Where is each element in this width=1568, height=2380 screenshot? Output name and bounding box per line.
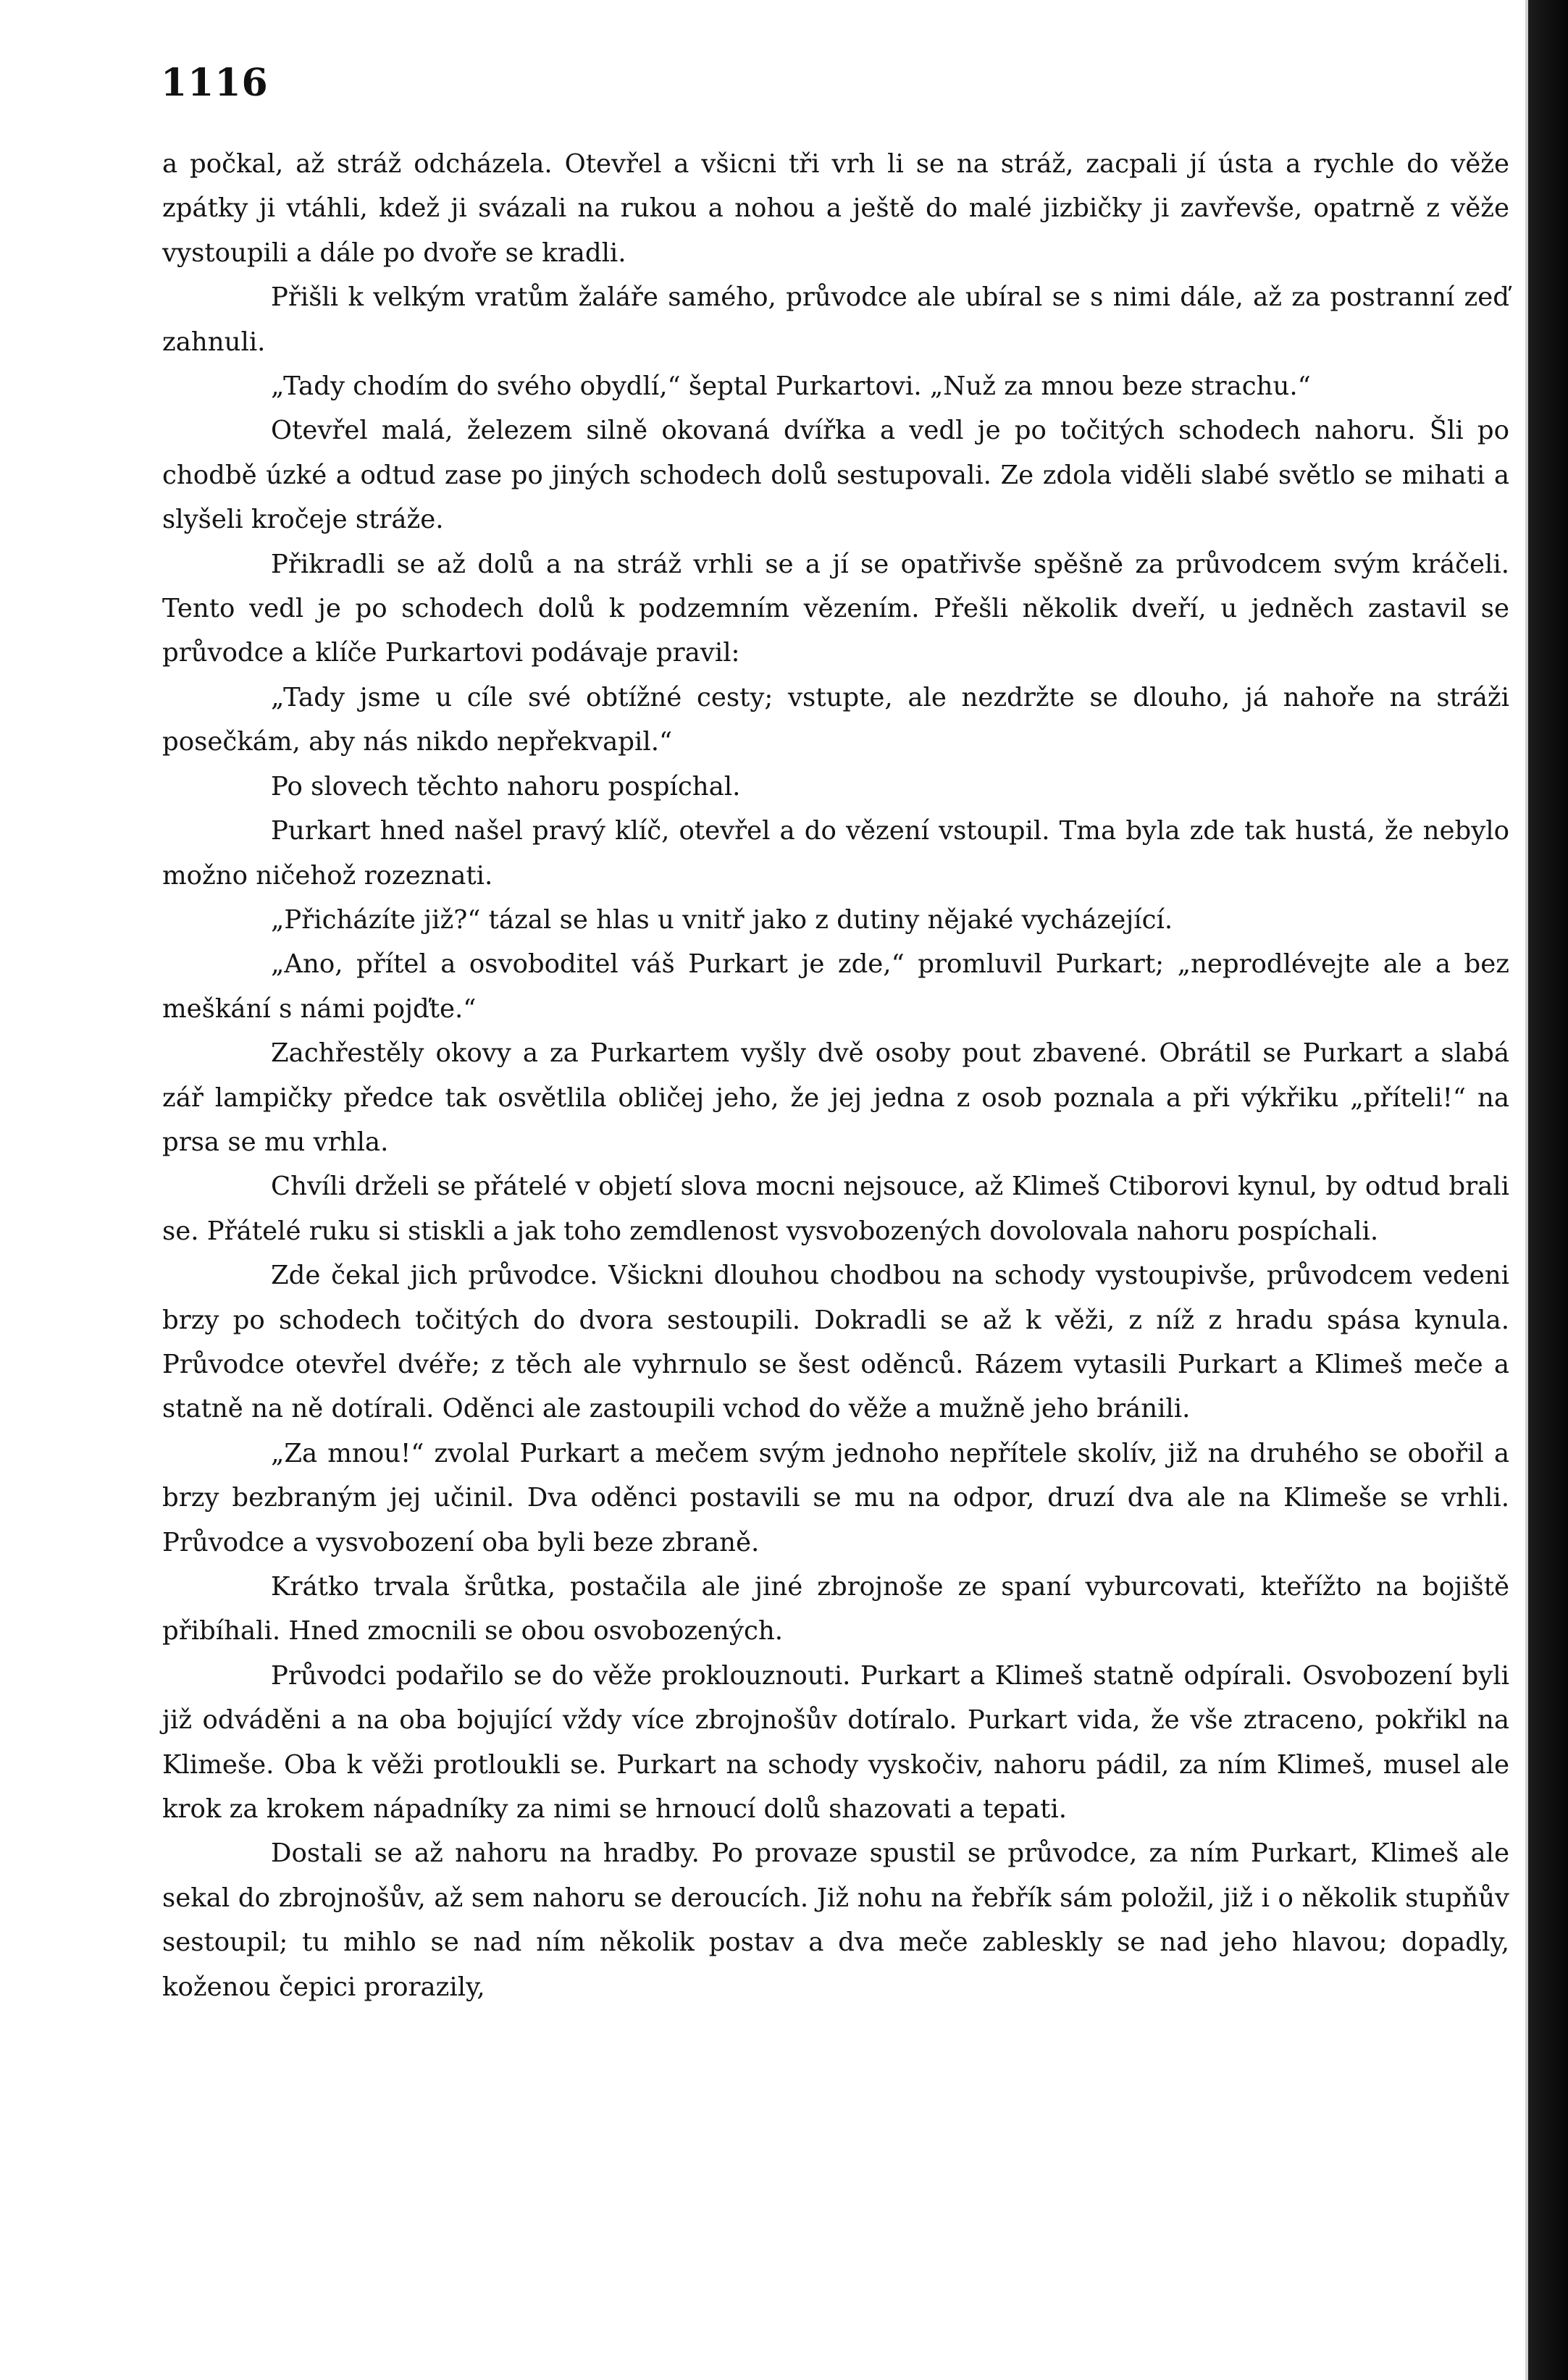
scan-edge [1528, 0, 1568, 2380]
body-text [162, 142, 1509, 2009]
paragraph: Otevřel malá, železem silně okovaná dvířka a vedl je po točitých schodech nahoru. Šli po chodbě úzké a odtud zase po jiných schodech dolů sestupovali. Ze zdola viděli slabé světlo se mihati a slyšeli kročeje stráže. [162, 416, 1509, 535]
paragraph: „Přicházíte již?“ tázal se hlas u vnitř jako z dutiny nějaké vycházející. [271, 904, 1173, 935]
paragraph: a počkal, až stráž odcházela. Otevřel a všicni tři vrh li se na stráž, zacpali jí ústa a rychle do věže zpátky ji vtáhli, kdež ji svázali na rukou a nohou a ještě do malé jizbičky ji zavřevše, opatrně z věže vystoupili a dále po dvoře se kradli. [162, 149, 1509, 268]
paragraph: „Tady chodím do svého obydlí,“ šeptal Purkartovi. „Nuž za mnou beze strachu.“ [271, 371, 1311, 402]
paragraph: Krátko trvala šrůtka, postačila ale jiné zbrojnoše ze spaní vyburcovati, kteřížto na bojiště přibíhali. Hned zmocnili se obou osvobozených. [162, 1572, 1509, 1647]
paragraph: Přikradli se až dolů a na stráž vrhli se a jí se opatřivše spěšně za průvodcem svým kráčeli. Tento vedl je po schodech dolů k podzemním vězením. Přešli několik dveří, u jedněch zastavil se průvodce a klíče Purkartovi podávaje pravil: [162, 549, 1509, 668]
paragraph: Po slovech těchto nahoru pospíchal. [271, 771, 741, 802]
paragraph: Purkart hned našel pravý klíč, otevřel a do vězení vstoupil. Tma byla zde tak hustá, že nebylo možno ničehož rozeznati. [162, 816, 1509, 891]
paragraph: Přišli k velkým vratům žaláře samého, průvodce ale ubíral se s nimi dále, až za postranní zeď zahnuli. [162, 282, 1509, 357]
paragraph: Dostali se až nahoru na hradby. Po provaze spustil se průvodce, za ním Purkart, Klimeš ale sekal do zbrojnošův, až sem nahoru se deroucích. Již nohu na řebřík sám položil, již i o několik stupňův sestoupil; tu mihlo se nad ním několik postav a dva meče zableskly se nad jeho hlavou; dopadly, koženou čepici prorazily, [162, 1838, 1509, 2002]
paragraph: Průvodci podařilo se do věže proklouznouti. Purkart a Klimeš statně odpírali. Osvobození byli již odváděni a na oba bojující vždy více zbrojnošův dotíralo. Purkart vida, že vše ztraceno, pokřikl na Klimeše. Oba k věži protloukli se. Purkart na schody vyskočiv, nahoru pádil, za ním Klimeš, musel ale krok za krokem nápadníky za nimi se hrnoucí dolů shazovati a tepati. [162, 1660, 1509, 1825]
paragraph: „Za mnou!“ zvolal Purkart a mečem svým jednoho nepřítele skolív, již na druhého se obořil a brzy bezbraným jej učinil. Dva oděnci postavili se mu na odpor, druzí dva ale na Klimeše se vrhli. Průvodce a vysvobození oba byli beze zbraně. [162, 1438, 1509, 1557]
page-number: 1116 [161, 61, 269, 105]
paragraph: „Ano, přítel a osvoboditel váš Purkart je zde,“ promluvil Purkart; „neprodlévejte ale a bez meškání s námi pojďte.“ [162, 949, 1509, 1024]
paragraph: Zde čekal jich průvodce. Všickni dlouhou chodbou na schody vystoupivše, průvodcem vedeni brzy po schodech točitých do dvora sestoupili. Dokradli se až k věži, z níž z hradu spása kynula. Průvodce otevřel dvéře; z těch ale vyhrnulo se šest oděnců. Rázem vytasili Purkart a Klimeš meče a statně na ně dotírali. Oděnci ale zastoupili vchod do věže a mužně jeho bránili. [162, 1261, 1509, 1424]
paragraph: Zachřestěly okovy a za Purkartem vyšly dvě osoby pout zbavené. Obrátil se Purkart a slabá zář lampičky předce tak osvětlila obličej jeho, že jej jedna z osob poznala a při výkřiku „příteli!“ na prsa se mu vrhla. [162, 1038, 1509, 1157]
paragraph: Chvíli drželi se přátelé v objetí slova mocni nejsouce, až Klimeš Ctiborovi kynul, by odtud brali se. Přátelé ruku si stiskli a jak toho zemdlenost vysvobozených dovolovala nahoru pospíchali. [162, 1172, 1509, 1246]
paragraph: „Tady jsme u cíle své obtížné cesty; vstupte, ale nezdržte se dlouho, já nahoře na stráži posečkám, aby nás nikdo nepřekvapil.“ [162, 682, 1509, 757]
